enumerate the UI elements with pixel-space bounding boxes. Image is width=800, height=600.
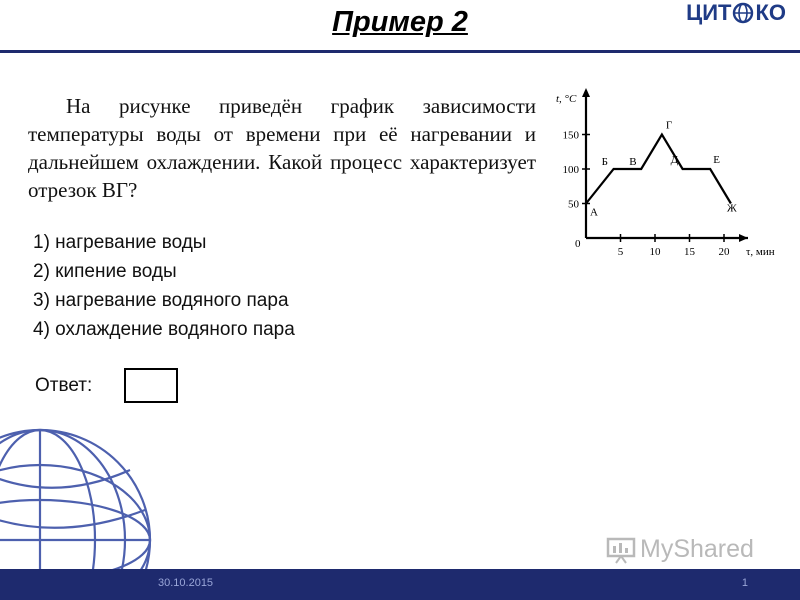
citoko-logo xyxy=(686,0,786,26)
point-label: Д xyxy=(670,154,679,166)
x-axis-arrow xyxy=(739,234,748,242)
y-tick-label: 100 xyxy=(562,164,579,176)
slide-title: Пример 2 xyxy=(332,6,468,38)
question-paragraph: На рисунке приведён график зависимости температуры воды от времени при её нагревании и дальнейшем охлаждении. Какой процесс характеризует отрезок ВГ? xyxy=(28,94,536,202)
decorative-globe-icon xyxy=(0,390,170,570)
footer-bar xyxy=(0,569,800,600)
option-4[interactable]: 4) охлаждение водяного пара xyxy=(33,319,295,340)
x-tick-label: 10 xyxy=(649,246,661,258)
point-label: А xyxy=(590,206,598,219)
option-3[interactable]: 3) нагревание водяного пара xyxy=(33,290,289,311)
answer-options xyxy=(33,228,295,344)
point-label: Е xyxy=(713,154,720,166)
logo-text-left: ЦИТ xyxy=(686,0,732,25)
temperature-curve xyxy=(586,135,731,204)
point-label: Ж xyxy=(726,202,737,215)
x-tick-label: 5 xyxy=(617,246,624,258)
y-tick-label: 150 xyxy=(562,129,579,142)
x-tick-label: 15 xyxy=(684,246,695,258)
y-axis-label: t, °C xyxy=(556,93,577,105)
point-label: Б xyxy=(601,156,608,168)
answer-label: Ответ: xyxy=(35,375,93,396)
origin-label: 0 xyxy=(575,238,581,250)
point-label: Г xyxy=(665,119,673,132)
y-tick-label: 50 xyxy=(568,198,579,211)
question-text xyxy=(28,92,536,204)
x-axis-label: τ, мин xyxy=(746,246,775,258)
footer-date: 30.10.2015 xyxy=(158,577,214,589)
myshared-watermark xyxy=(606,535,754,564)
header-divider xyxy=(0,50,800,53)
logo-globe-icon xyxy=(732,2,754,24)
watermark-text: MyShared xyxy=(640,535,754,563)
slide-number: 1 xyxy=(741,577,748,589)
presentation-icon xyxy=(606,536,636,564)
y-axis-arrow xyxy=(582,88,590,97)
point-label: В xyxy=(629,156,637,168)
option-1[interactable]: 1) нагревание воды xyxy=(33,232,207,253)
temperature-time-graph xyxy=(548,80,788,260)
option-2[interactable]: 2) кипение воды xyxy=(33,261,177,282)
x-tick-label: 20 xyxy=(718,246,730,258)
logo-text-right: КО xyxy=(755,0,786,25)
